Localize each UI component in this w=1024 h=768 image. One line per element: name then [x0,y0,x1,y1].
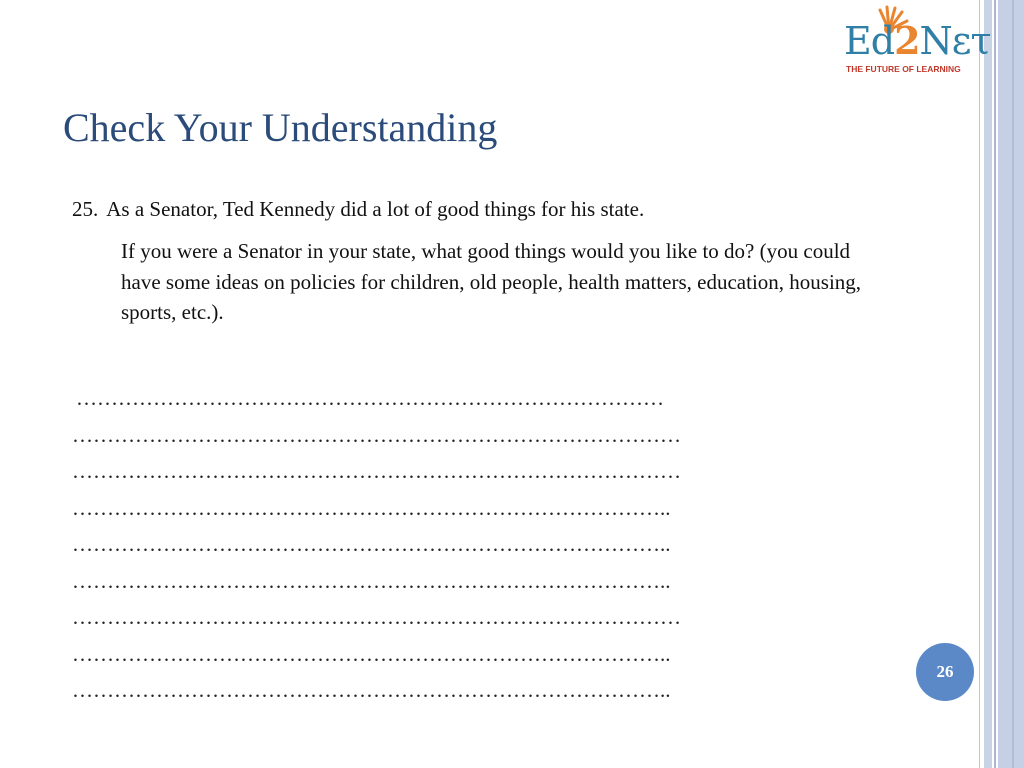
answer-line: ………………………………………………………………………….. [72,641,671,666]
answer-lines [72,380,832,709]
ed2net-logo [844,4,991,74]
answer-line: …………………………………………………………………………… [72,459,681,483]
logo-tagline: THE FUTURE OF LEARNING [846,64,961,74]
answer-line: ………………………………………………………………………… [76,386,664,410]
logo-wordmark: Ed2Nετ [844,18,991,63]
answer-line: ………………………………………………………………………….. [72,568,671,593]
answer-line: ………………………………………………………………………….. [72,678,671,702]
question [72,197,644,222]
answer-line: …………………………………………………………………………… [72,605,681,629]
slide-title: Check Your Understanding [63,105,498,150]
answer-line: …………………………………………………………………………… [72,422,681,447]
question-prompt: If you were a Senator in your state, what good things would you like to do? (you could have some ideas on policies for children, old people, health matters, education, housing, sports, etc.). [121,239,862,324]
decorative-side-stripes [976,0,1024,768]
answer-line: ………………………………………………………………………….. [72,495,671,520]
answer-line: ………………………………………………………………………….. [72,532,671,556]
question-text: As a Senator, Ted Kennedy did a lot of good things for his state. [106,197,645,221]
page-number-badge: 26 [916,643,974,701]
question-number: 25. [72,197,99,221]
